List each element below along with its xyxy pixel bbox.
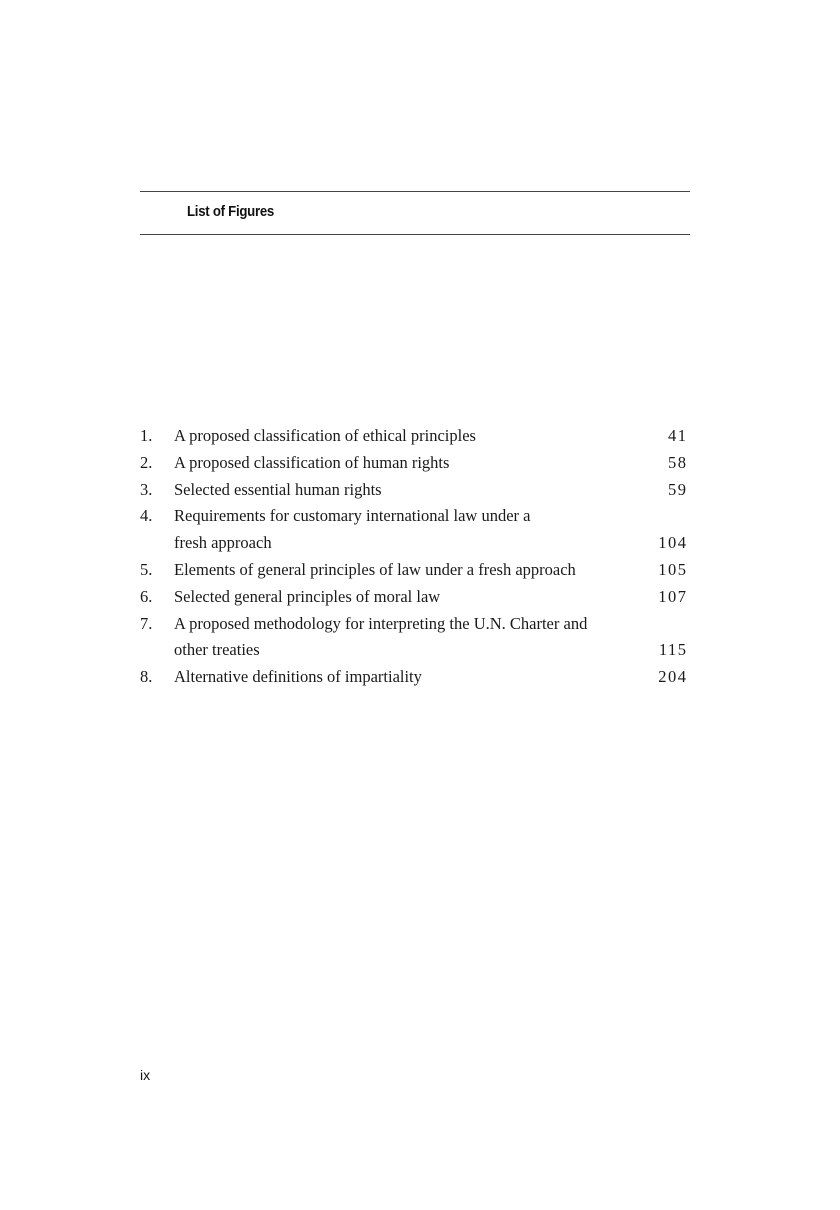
page-folio: ix	[140, 1067, 151, 1083]
list-item	[140, 557, 686, 584]
figure-title: Alternative definitions of impartiality	[174, 667, 422, 687]
page-number: 105	[658, 559, 688, 579]
page-number: 59	[668, 479, 688, 499]
figure-number: 3.	[140, 479, 153, 499]
figure-number: 8.	[140, 667, 153, 687]
heading-bottom-rule	[140, 234, 690, 235]
figure-list	[140, 423, 686, 691]
page-number: 107	[658, 586, 688, 606]
page-number: 115	[658, 640, 688, 660]
list-item	[140, 584, 686, 611]
page-number: 41	[668, 426, 688, 445]
list-item	[140, 611, 686, 665]
heading-top-rule	[140, 191, 690, 192]
page-number: 58	[668, 452, 688, 472]
figure-number: 1.	[140, 426, 153, 445]
figure-number: 2.	[140, 452, 153, 472]
list-item	[140, 450, 686, 477]
list-item	[140, 477, 686, 504]
figure-number: 4.	[140, 506, 153, 526]
page-number: 104	[658, 533, 688, 553]
list-item	[140, 664, 686, 691]
figure-number: 5.	[140, 559, 153, 579]
figure-number: 7.	[140, 613, 153, 633]
page-number: 204	[658, 667, 688, 687]
figure-title: Selected essential human rights	[174, 479, 382, 499]
page-title: List of Figures	[187, 203, 274, 220]
figure-title: Requirements for customary international law under a fresh approach	[174, 506, 531, 553]
figure-number: 6.	[140, 586, 153, 606]
list-item	[140, 423, 686, 450]
figure-title: Elements of general principles of law under a fresh approach	[174, 559, 576, 579]
figure-title: A proposed methodology for interpreting the U.N. Charter and other treaties	[174, 613, 588, 660]
figure-title: A proposed classification of ethical principles	[174, 426, 476, 445]
figure-title: A proposed classification of human rights	[174, 452, 450, 472]
list-item	[140, 503, 686, 557]
figure-title: Selected general principles of moral law	[174, 586, 441, 606]
